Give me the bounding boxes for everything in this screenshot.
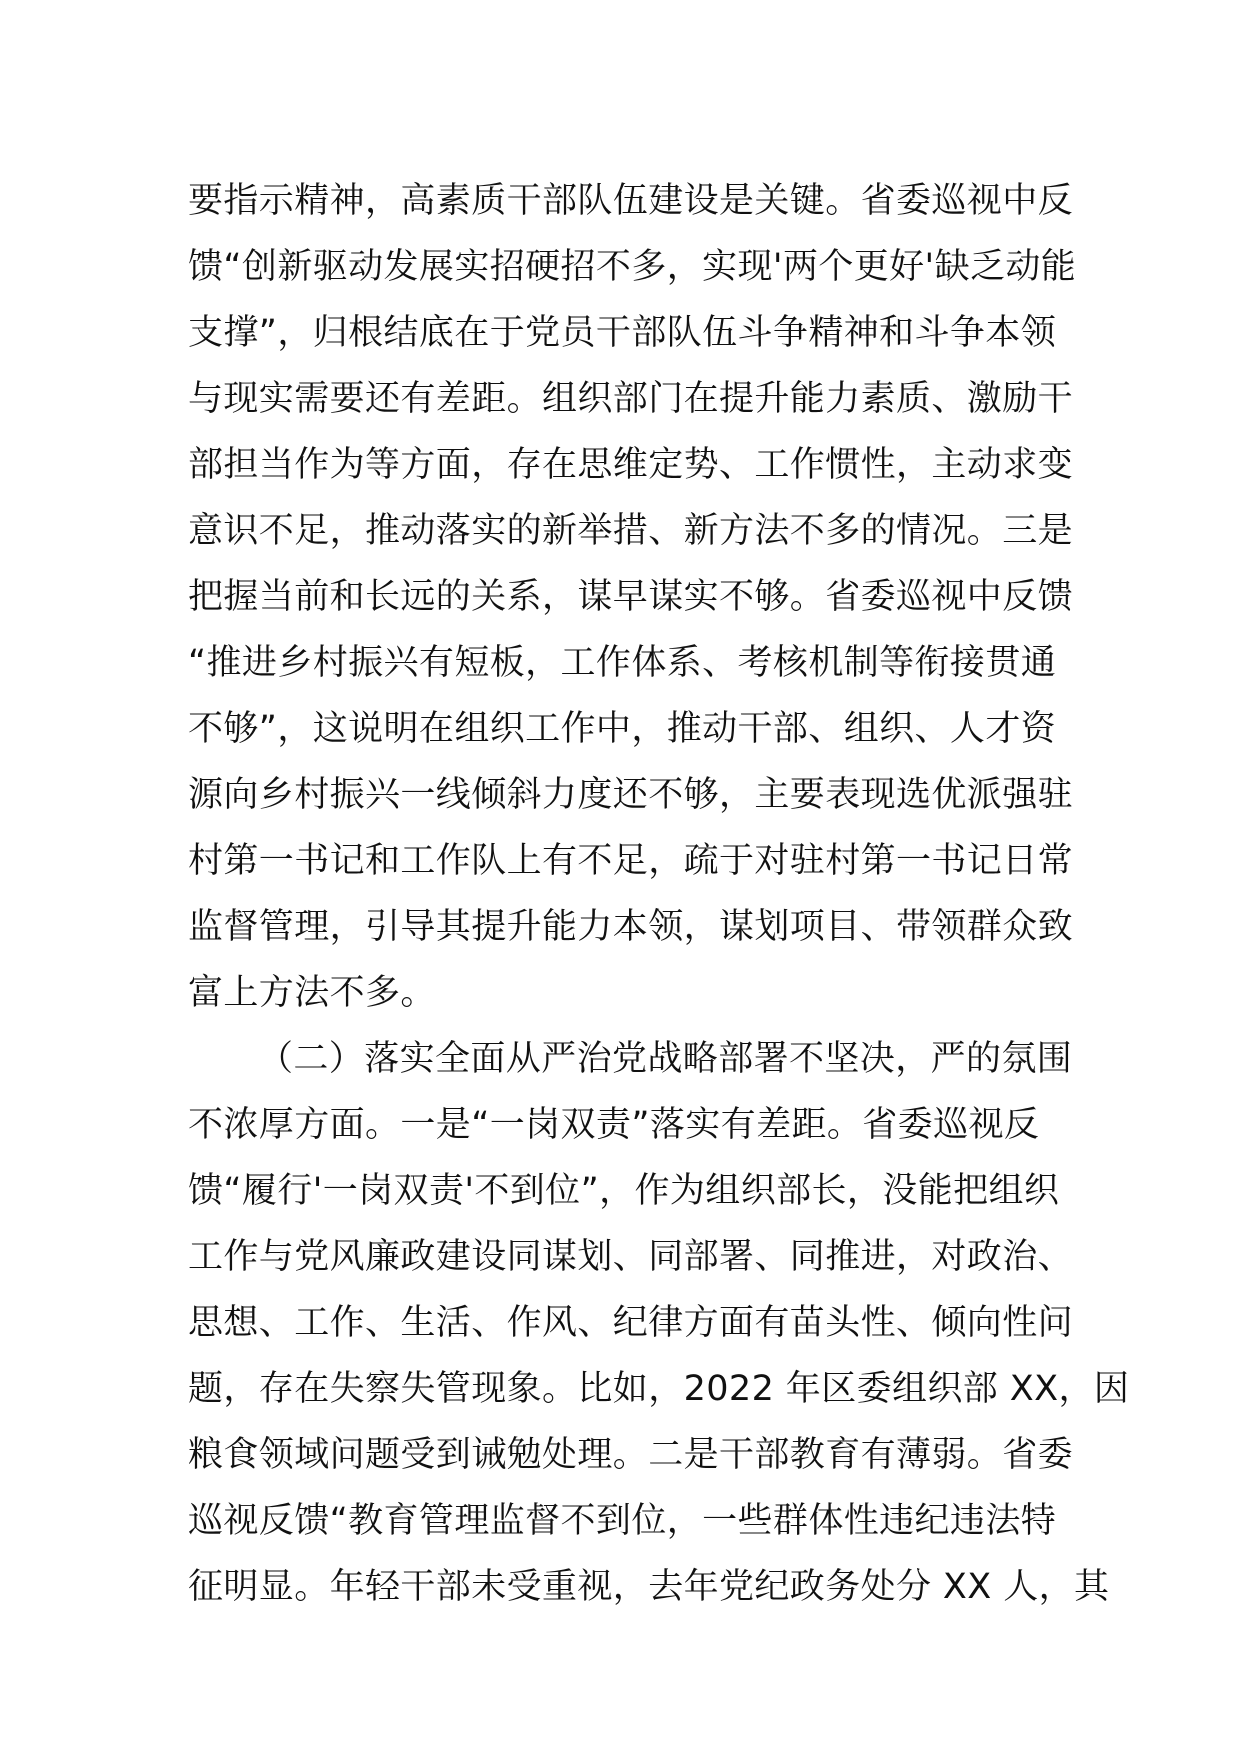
body-text	[188, 168, 1130, 1620]
text-line: 与现实需要还有差距。组织部门在提升能力素质、激励干	[188, 379, 1074, 419]
text-line: 不够”，这说明在组织工作中，推动干部、组织、人才资	[188, 709, 1057, 749]
text-line: 把握当前和长远的关系，谋早谋实不够。省委巡视中反馈	[188, 577, 1074, 617]
section-heading-line: （二）落实全面从严治党战略部署不坚决，严的氛围	[258, 1039, 1073, 1079]
text-line: 部担当作为等方面，存在思维定势、工作惯性，主动求变	[188, 445, 1074, 485]
text-line: 富上方法不多。	[188, 973, 436, 1013]
text-line: 不浓厚方面。一是“一岗双责”落实有差距。省委巡视反	[188, 1105, 1040, 1145]
text-line: 巡视反馈“教育管理监督不到位，一些群体性违纪违法特	[188, 1501, 1057, 1541]
text-line: 要指示精神，高素质干部队伍建设是关键。省委巡视中反	[188, 181, 1074, 221]
text-line: 监督管理，引导其提升能力本领，谋划项目、带领群众致	[188, 907, 1074, 947]
text-line: 工作与党风廉政建设同谋划、同部署、同推进，对政治、	[188, 1237, 1074, 1277]
text-line: “推进乡村振兴有短板，工作体系、考核机制等衔接贯通	[188, 643, 1057, 683]
text-line: 题，存在失察失管现象。比如，2022 年区委组织部 XX，因	[188, 1369, 1130, 1409]
text-line: 思想、工作、生活、作风、纪律方面有苗头性、倾向性问	[188, 1303, 1074, 1343]
text-line: 村第一书记和工作队上有不足，疏于对驻村第一书记日常	[188, 841, 1074, 881]
text-line: 支撑”，归根结底在于党员干部队伍斗争精神和斗争本领	[188, 313, 1057, 353]
text-line: 意识不足，推动落实的新举措、新方法不多的情况。三是	[188, 511, 1074, 551]
text-line: 粮食领域问题受到诫勉处理。二是干部教育有薄弱。省委	[188, 1435, 1074, 1475]
text-line: 馈“履行'一岗双责'不到位”，作为组织部长，没能把组织	[188, 1171, 1060, 1211]
text-line: 源向乡村振兴一线倾斜力度还不够，主要表现选优派强驻	[188, 775, 1074, 815]
text-line: 征明显。年轻干部未受重视，去年党纪政务处分 XX 人，其	[188, 1567, 1110, 1607]
text-line: 馈“创新驱动发展实招硬招不多，实现'两个更好'缺乏动能	[188, 247, 1077, 287]
